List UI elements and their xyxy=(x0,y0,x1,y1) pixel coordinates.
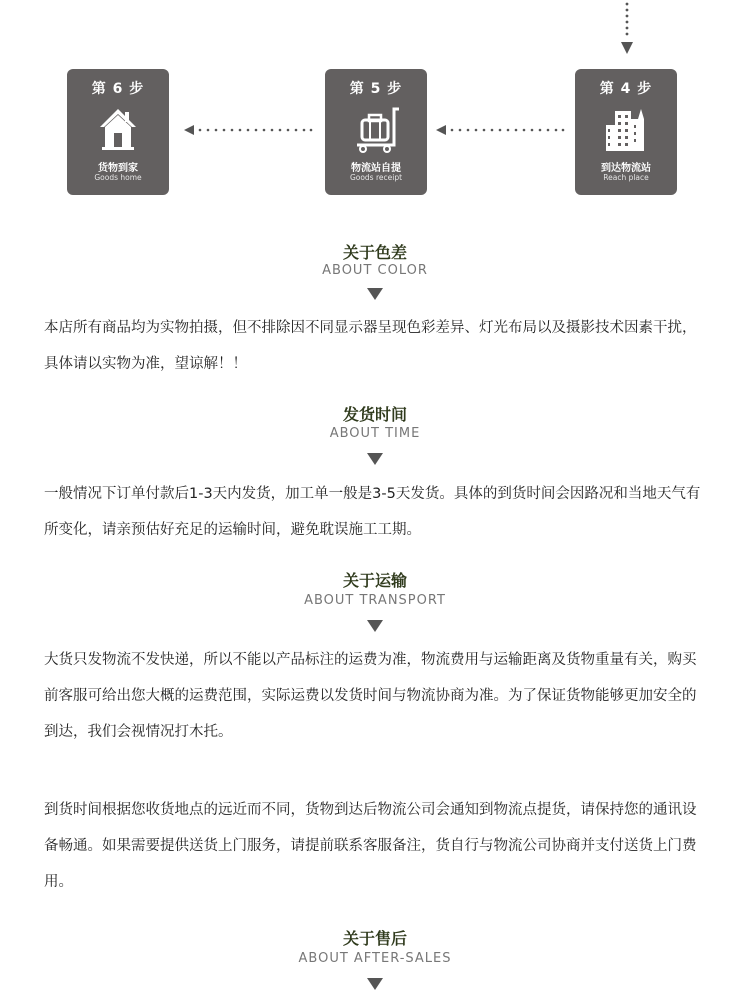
step-label-zh: 货物到家 xyxy=(98,163,138,174)
down-triangle-icon xyxy=(367,453,383,465)
down-triangle-icon xyxy=(367,620,383,632)
section-title-transport: 关于运输 xyxy=(342,571,407,590)
section-subtitle-transport: ABOUT TRANSPORT xyxy=(304,593,446,608)
section-title-aftersales: 关于售后 xyxy=(342,929,407,948)
buildings-icon xyxy=(603,105,649,153)
section-text-transport-2: 到货时间根据您收货地点的远近而不同，货物到达后物流公司会通知到物流点提货，请保持您的通讯设备畅通。如果需要提供送货上门服务，请提前联系客服备注，货自行与物流公司协商并支付送货上门费用。 xyxy=(44,802,697,890)
step-6-box xyxy=(67,69,169,195)
step-5-box xyxy=(325,69,427,195)
step-number: 第 6 步 xyxy=(91,81,145,97)
section-subtitle-color: ABOUT COLOR xyxy=(322,263,428,278)
section-title-color: 关于色差 xyxy=(342,243,407,262)
step-label-en: Goods receipt xyxy=(349,173,403,182)
step-4-box xyxy=(575,69,677,195)
section-subtitle-time: ABOUT TIME xyxy=(329,426,421,441)
down-dotted-arrow-icon xyxy=(619,0,635,58)
section-text-transport-1: 大货只发物流不发快递，所以不能以产品标注的运费为准，物流费用与运输距离及货物重量有关，购买前客服可给出您大概的运费范围，实际运费以发货时间与物流协商为准。为了保证货物能够更加安全的到达，我们会视情况打木托。 xyxy=(44,652,697,740)
step-label-en: Reach place xyxy=(603,173,649,182)
luggage-cart-icon xyxy=(351,105,401,153)
section-text-color: 本店所有商品均为实物拍摄，但不排除因不同显示器呈现色彩差异、灯光布局以及摄影技术因素干扰，具体请以实物为准，望谅解！！ xyxy=(44,320,697,372)
section-title-time: 发货时间 xyxy=(342,405,407,424)
step-label-zh: 物流站自提 xyxy=(351,163,401,174)
section-text-time: 一般情况下订单付款后1-3天内发货，加工单一般是3-5天发货。具体的到货时间会因路况和当地天气有所变化，请亲预估好充足的运输时间，避免耽误施工工期。 xyxy=(44,486,701,538)
left-dotted-arrow-icon xyxy=(436,124,566,136)
step-label-zh: 到达物流站 xyxy=(601,163,651,174)
left-dotted-arrow-icon xyxy=(184,124,314,136)
step-number: 第 5 步 xyxy=(349,81,403,97)
down-triangle-icon xyxy=(367,288,383,300)
down-triangle-icon xyxy=(367,978,383,990)
step-label-en: Goods home xyxy=(94,173,142,182)
section-subtitle-aftersales: ABOUT AFTER-SALES xyxy=(298,951,452,966)
house-icon xyxy=(98,105,138,151)
step-number: 第 4 步 xyxy=(599,81,653,97)
